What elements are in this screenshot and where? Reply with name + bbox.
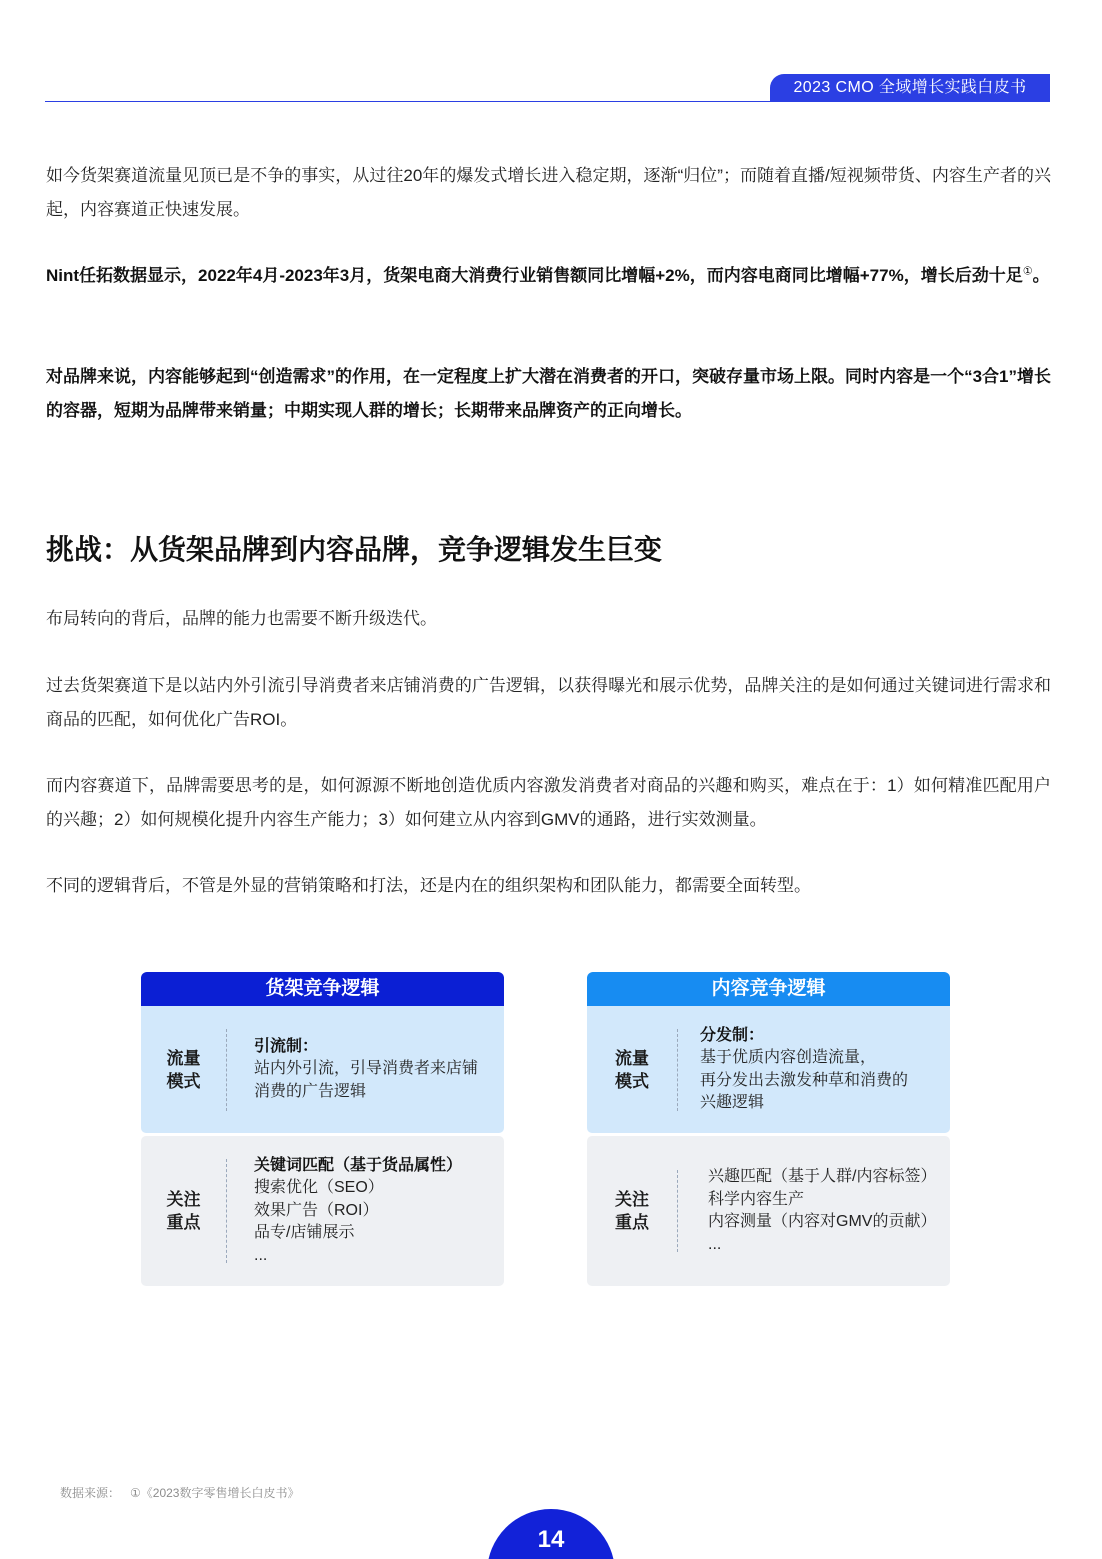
row-content — [678, 1166, 936, 1256]
section-heading: 挑战：从货架品牌到内容品牌，竞争逻辑发生巨变 — [46, 534, 663, 565]
shelf-logic-card — [141, 972, 504, 1286]
section-paragraph: 布局转向的背后，品牌的能力也需要不断升级迭代。 — [46, 609, 437, 628]
row-label — [141, 1188, 226, 1234]
row-line: 消费的广告逻辑 — [254, 1082, 367, 1100]
row-line: 内容测量（内容对GMV的贡献） — [708, 1213, 937, 1230]
row-line: 基于优质内容创造流量， — [700, 1049, 877, 1066]
row-label-line: 关注 — [166, 1190, 201, 1209]
flow-mode-row — [587, 1006, 950, 1133]
row-label-line: 重点 — [166, 1213, 201, 1232]
stat-paragraph — [46, 259, 1051, 293]
row-label-line: 模式 — [166, 1071, 201, 1091]
row-label-line: 模式 — [615, 1071, 649, 1091]
row-content — [227, 1036, 478, 1104]
row-line: 效果广告（ROI） — [254, 1201, 379, 1219]
intro-paragraph: 如今货架赛道流量见顶已是不争的事实，从过往20年的爆发式增长进入稳定期，逐渐“归位”；而随着直播/短视频带货、内容生产者的兴起，内容赛道正快速发展。 — [46, 166, 1051, 219]
section-paragraph: 不同的逻辑背后，不管是外显的营销策略和打法，还是内在的组织架构和团队能力，都需要全面转型。 — [46, 876, 811, 895]
row-label-line: 关注 — [615, 1190, 649, 1209]
row-line: 搜索优化（SEO） — [254, 1179, 384, 1197]
row-line: 品专/店铺展示 — [254, 1224, 355, 1242]
row-label — [587, 1047, 677, 1093]
card-title: 货架竞争逻辑 — [141, 972, 504, 1006]
footnote-marker: ① — [1022, 265, 1033, 278]
row-lead: 关键词匹配（基于货品属性） — [254, 1156, 463, 1174]
stat-text-end: 。 — [1032, 266, 1050, 285]
page-number-badge — [487, 1509, 615, 1559]
content-logic-card — [587, 972, 950, 1286]
brand-value-paragraph: 对品牌来说，内容能够起到“创造需求”的作用，在一定程度上扩大潜在消费者的开口，突破存量市场上限。同时内容是一个“3合1”增长的容器，短期为品牌带来销量；中期实现人群的增长；长期带来品牌资产的正向增长。 — [46, 367, 1051, 420]
row-lead: 分发制： — [700, 1026, 765, 1044]
row-content — [678, 1025, 908, 1115]
row-content — [227, 1155, 462, 1268]
row-line: 再分发出去激发种草和消费的 — [700, 1071, 909, 1089]
row-line: ... — [254, 1246, 268, 1264]
row-line: 兴趣逻辑 — [700, 1094, 765, 1111]
row-label-line: 流量 — [615, 1048, 649, 1068]
data-source-text: ①《2023数字零售增长白皮书》 — [130, 1486, 300, 1500]
flow-mode-row — [141, 1006, 504, 1133]
row-label — [587, 1188, 677, 1234]
row-label-line: 流量 — [166, 1048, 201, 1068]
focus-row — [587, 1136, 950, 1286]
row-lead: 引流制： — [254, 1037, 319, 1055]
page-number: 14 — [537, 1526, 565, 1553]
header-title-tab: 2023 CMO 全域增长实践白皮书 — [770, 74, 1050, 102]
data-source-label: 数据来源： — [60, 1486, 121, 1500]
section-paragraph: 而内容赛道下，品牌需要思考的是，如何源源不断地创造优质内容激发消费者对商品的兴趣和购买，难点在于：1）如何精准匹配用户的兴趣；2）如何规模化提升内容生产能力；3）如何建立从内容到GMV的通路，进行实效测量。 — [46, 776, 1051, 829]
section-paragraph: 过去货架赛道下是以站内外引流引导消费者来店铺消费的广告逻辑，以获得曝光和展示优势，品牌关注的是如何通过关键词进行需求和商品的匹配，如何优化广告ROI。 — [46, 676, 1051, 729]
stat-text: Nint任拓数据显示，2022年4月-2023年3月，货架电商大消费行业销售额同比增幅+2%，而内容电商同比增幅+77%，增长后劲十足 — [46, 266, 1023, 285]
row-line: 站内外引流，引导消费者来店铺 — [254, 1060, 479, 1078]
data-source-note — [60, 1485, 299, 1501]
row-line: 兴趣匹配（基于人群/内容标签） — [708, 1168, 937, 1185]
row-line: 科学内容生产 — [708, 1190, 805, 1208]
card-title: 内容竞争逻辑 — [587, 972, 950, 1006]
row-label-line: 重点 — [615, 1213, 649, 1232]
row-line: ... — [708, 1235, 722, 1253]
row-label — [141, 1047, 226, 1093]
focus-row — [141, 1136, 504, 1286]
